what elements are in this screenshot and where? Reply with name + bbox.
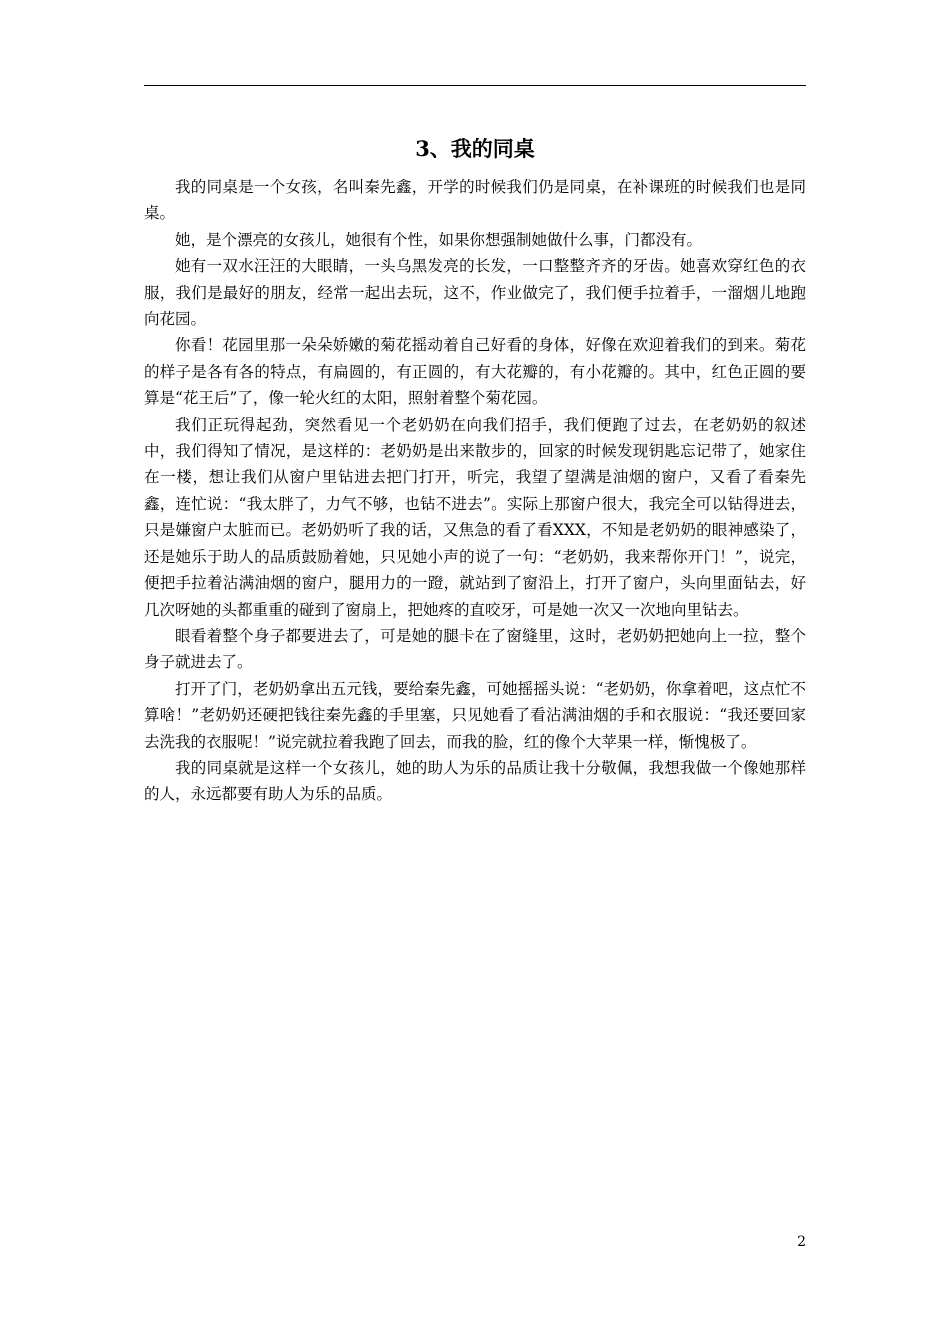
paragraph-6: 眼看着整个身子都要进去了，可是她的腿卡在了窗缝里，这时，老奶奶把她向上一拉，整个身子就进去了。 (144, 626, 806, 672)
document-title: 3、我的同桌 (415, 136, 535, 161)
paragraph-8: 我的同桌就是这样一个女孩儿，她的助人为乐的品质让我十分敬佩，我想我做一个像她那样的人，永远都要有助人为乐的品质。 (144, 758, 806, 804)
paragraph-7: 打开了门，老奶奶拿出五元钱，要给秦先鑫，可她摇摇头说：“老奶奶，你拿着吧，这点忙不算啥！”老奶奶还硬把钱往秦先鑫的手里塞，只见她看了看沾满油烟的手和衣服说：“我还要回家去洗我的衣服呢！”说完就拉着我跑了回去，而我的脸，红的像个大苹果一样，惭愧极了。 (144, 679, 806, 751)
paragraph-4: 你看！花园里那一朵朵娇嫩的菊花摇动着自己好看的身体，好像在欢迎着我们的到来。菊花的样子是各有各的特点，有扁圆的，有正圆的，有大花瓣的，有小花瓣的。其中，红色正圆的要算是“花王后”了，像一轮火红的太阳，照射着整个菊花园。 (144, 336, 806, 408)
page-number: 2 (797, 1234, 806, 1250)
document-body (144, 174, 806, 808)
paragraph-2: 她，是个漂亮的女孩儿，她很有个性，如果你想强制她做什么事，门都没有。 (175, 230, 703, 249)
paragraph-1: 我的同桌是一个女孩，名叫秦先鑫，开学的时候我们仍是同桌，在补课班的时候我们也是同桌。 (144, 178, 806, 223)
header-rule (144, 85, 806, 86)
paragraph-3: 她有一双水汪汪的大眼睛，一头乌黑发亮的长发，一口整整齐齐的牙齿。她喜欢穿红色的衣服，我们是最好的朋友，经常一起出去玩，这不，作业做完了，我们便手拉着手，一溜烟儿地跑向花园。 (144, 257, 806, 329)
paragraph-5: 我们正玩得起劲，突然看见一个老奶奶在向我们招手，我们便跑了过去，在老奶奶的叙述中，我们得知了情况，是这样的：老奶奶是出来散步的，回家的时候发现钥匙忘记带了，她家住在一楼，想让我们从窗户里钻进去把门打开，听完，我望了望满是油烟的窗户，又看了看秦先鑫，连忙说：“我太胖了，力气不够，也钻不进去”。实际上那窗户很大，我完全可以钻得进去，只是嫌窗户太脏而已。老奶奶听了我的话，又焦急的看了看XXX，不知是老奶奶的眼神感染了，还是她乐于助人的品质鼓励着她，只见她小声的说了一句：“老奶奶，我来帮你开门！”，说完，便把手拉着沾满油烟的窗户，腿用力的一蹬，就站到了窗沿上，打开了窗户，头向里面钻去，好几次呀她的头都重重的碰到了窗扇上，把她疼的直咬牙，可是她一次又一次地向里钻去。 (144, 415, 806, 619)
